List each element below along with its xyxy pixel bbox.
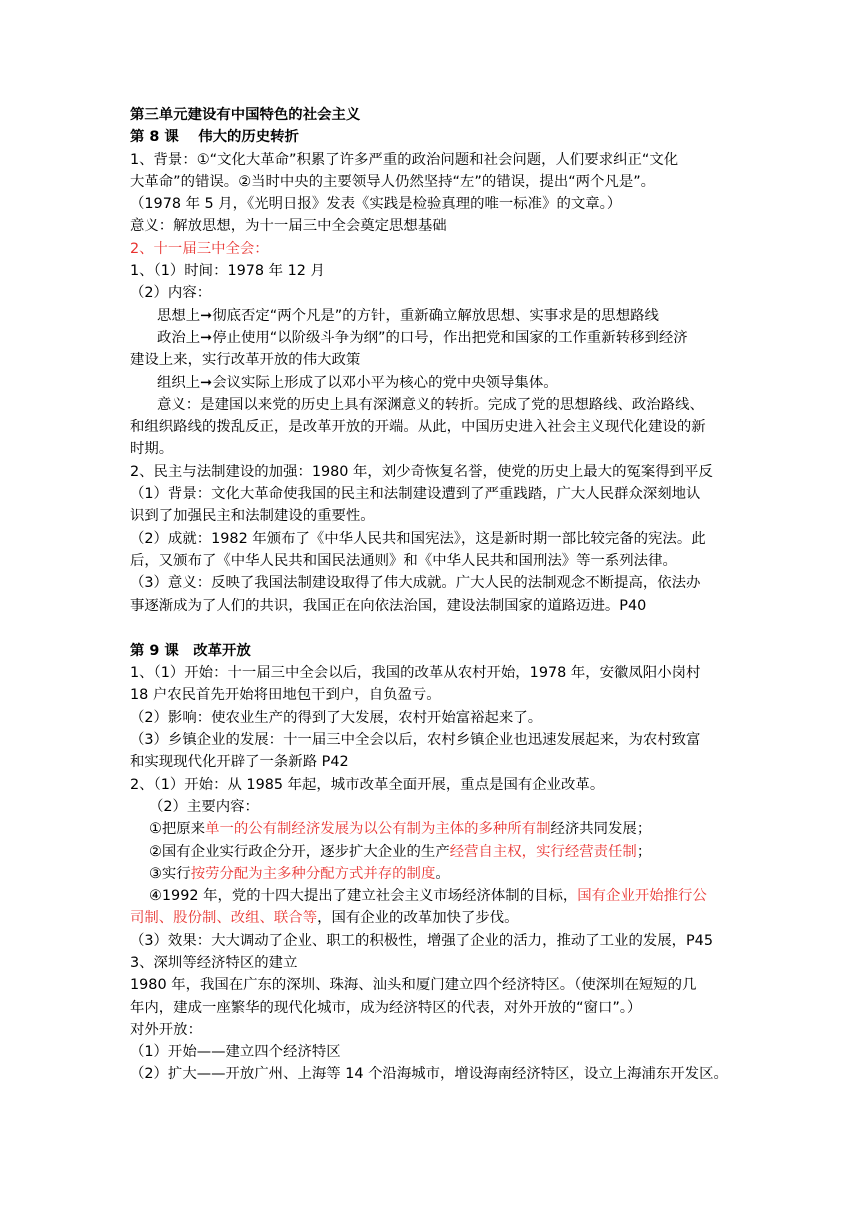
rural-effect: （2）影响：使农业生产的得到了大发展，农村开始富裕起来了。 <box>130 709 543 726</box>
democracy-background-line-2: 识到了加强民主和法制建设的重要性。 <box>130 508 375 525</box>
democracy-achievement-line-1: （2）成就：1982 年颁布了《中华人民共和国宪法》，这是新时期一部比较完备的宪法。此 <box>130 530 706 547</box>
urban-item-2-a: ②国有企业实行政企分开，逐步扩大企业的生产 <box>149 843 450 860</box>
rural-start-line-1: 1、（1）开始：十一届三中全会以后，我国的改革从农村开始，1978 年，安徽凤阳小岗村 <box>130 665 701 682</box>
urban-item-1 <box>130 818 734 840</box>
plenum-ideology: 思想上➞彻底否定“两个凡是”的方针，重新确立解放思想、实事求是的思想路线 <box>157 307 659 324</box>
urban-item-3-b: 。 <box>435 865 450 882</box>
background-line-3: （1978 年 5 月，《光明日报》发表《实践是检验真理的唯一标准》的文章。） <box>130 196 622 213</box>
opening-start: （1）开始——建立四个经济特区 <box>130 1044 341 1061</box>
plenum-content-label: （2）内容： <box>130 285 212 302</box>
urban-item-4-highlight-1: 国有企业开始推行公 <box>577 888 707 905</box>
urban-item-3-highlight: 按劳分配为主多种分配方式并存的制度 <box>190 865 436 882</box>
democracy-heading: 2、民主与法制建设的加强：1980 年，刘少奇恢复名誉，使党的历史上最大的冤案得到平反 <box>130 463 713 480</box>
document-page <box>130 104 734 1086</box>
plenum-meaning-line-2: 和组织路线的拨乱反正，是改革开放的开端。从此，中国历史进入社会主义现代化建设的新 <box>130 419 706 436</box>
background-line-2: 大革命”的错误。②当时中央的主要领导人仍然坚持“左”的错误，提出“两个凡是”。 <box>130 173 656 190</box>
rural-start-line-2: 18 户农民首先开始将田地包干到户，自负盈亏。 <box>130 687 441 704</box>
urban-item-2-highlight: 经营自主权，实行经营责任制 <box>449 843 637 860</box>
urban-item-4-line-1 <box>130 885 734 907</box>
democracy-achievement-line-2: 后，又颁布了《中华人民共和国民法通则》和《中华人民共和国刑法》等一系列法律。 <box>130 552 677 569</box>
democracy-background-line-1: （1）背景：文化大革命使我国的民主和法制建设遭到了严重践踏，广大人民群众深刻地认 <box>130 486 701 503</box>
sez-line-1: 1980 年，我国在广东的深圳、珠海、汕头和厦门建立四个经济特区。（使深圳在短短的几 <box>130 977 697 994</box>
section-gap <box>130 617 734 640</box>
background-significance: 意义：解放思想，为十一届三中全会奠定思想基础 <box>130 218 447 235</box>
background-line-1: 1、背景：①“文化大革命”积累了许多严重的政治问题和社会问题，人们要求纠正“文化 <box>130 151 679 168</box>
urban-start: 2、（1）开始：从 1985 年起，城市改革全面开展，重点是国有企业改革。 <box>130 776 605 793</box>
opening-label: 对外开放： <box>130 1021 202 1038</box>
urban-item-4-a: ④1992 年，党的十四大提出了建立社会主义市场经济体制的目标， <box>149 888 578 905</box>
plenum-time: 1、（1）时间：1978 年 12 月 <box>130 263 325 280</box>
urban-item-4-b: ，国有企业的改革加快了步伐。 <box>317 910 519 927</box>
urban-item-4-highlight-2: 司制、股份制、改组、联合等 <box>130 910 318 927</box>
lesson8-title: 第 8 课 伟大的历史转折 <box>130 129 299 146</box>
urban-item-4-line-2 <box>130 907 734 929</box>
township-line-2: 和实现现代化开辟了一条新路 P42 <box>130 754 349 771</box>
plenum-politics-line-2: 建设上来，实行改革开放的伟大政策 <box>130 352 361 369</box>
urban-item-3 <box>130 863 734 885</box>
opening-expand: （2）扩大——开放广州、上海等 14 个沿海城市，增设海南经济特区，设立上海浦东开发区。 <box>130 1066 728 1083</box>
plenum-heading: 2、十一届三中全会： <box>130 240 269 257</box>
plenum-meaning-line-3: 时期。 <box>130 441 174 458</box>
sez-heading: 3、深圳等经济特区的建立 <box>130 954 298 971</box>
urban-item-1-highlight: 单一的公有制经济发展为以公有制为主体的多种所有制 <box>205 821 551 838</box>
unit-title: 第三单元建设有中国特色的社会主义 <box>130 107 361 123</box>
township-line-1: （3）乡镇企业的发展：十一届三中全会以后，农村乡镇企业也迅速发展起来，为农村致富 <box>130 732 701 749</box>
urban-item-2 <box>130 841 734 863</box>
democracy-significance-line-2: 事逐渐成为了人们的共识，我国正在向依法治国，建设法制国家的道路迈进。P40 <box>130 597 647 614</box>
urban-result: （3）效果：大大调动了企业、职工的积极性，增强了企业的活力，推动了工业的发展，P45 <box>130 932 713 949</box>
plenum-organization: 组织上➞会议实际上形成了以邓小平为核心的党中央领导集体。 <box>157 374 558 391</box>
urban-item-2-b: ； <box>636 843 652 860</box>
urban-main-label: （2）主要内容： <box>149 798 259 815</box>
urban-item-3-a: ③实行 <box>149 865 191 882</box>
plenum-meaning-line-1: 意义：是建国以来党的历史上具有深渊意义的转折。完成了党的思想路线、政治路线、 <box>157 396 704 413</box>
lesson9-title: 第 9 课 改革开放 <box>130 642 251 659</box>
plenum-politics-line-1: 政治上➞停止使用“以阶级斗争为纲”的口号，作出把党和国家的工作重新转移到经济 <box>157 329 688 346</box>
democracy-significance-line-1: （3）意义：反映了我国法制建设取得了伟大成就。广大人民的法制观念不断提高，依法办 <box>130 575 701 592</box>
urban-item-1-a: ①把原来 <box>149 821 206 838</box>
sez-line-2: 年内，建成一座繁华的现代化城市，成为经济特区的代表，对外开放的“窗口”。） <box>130 999 642 1016</box>
urban-item-1-b: 经济共同发展； <box>550 821 652 838</box>
